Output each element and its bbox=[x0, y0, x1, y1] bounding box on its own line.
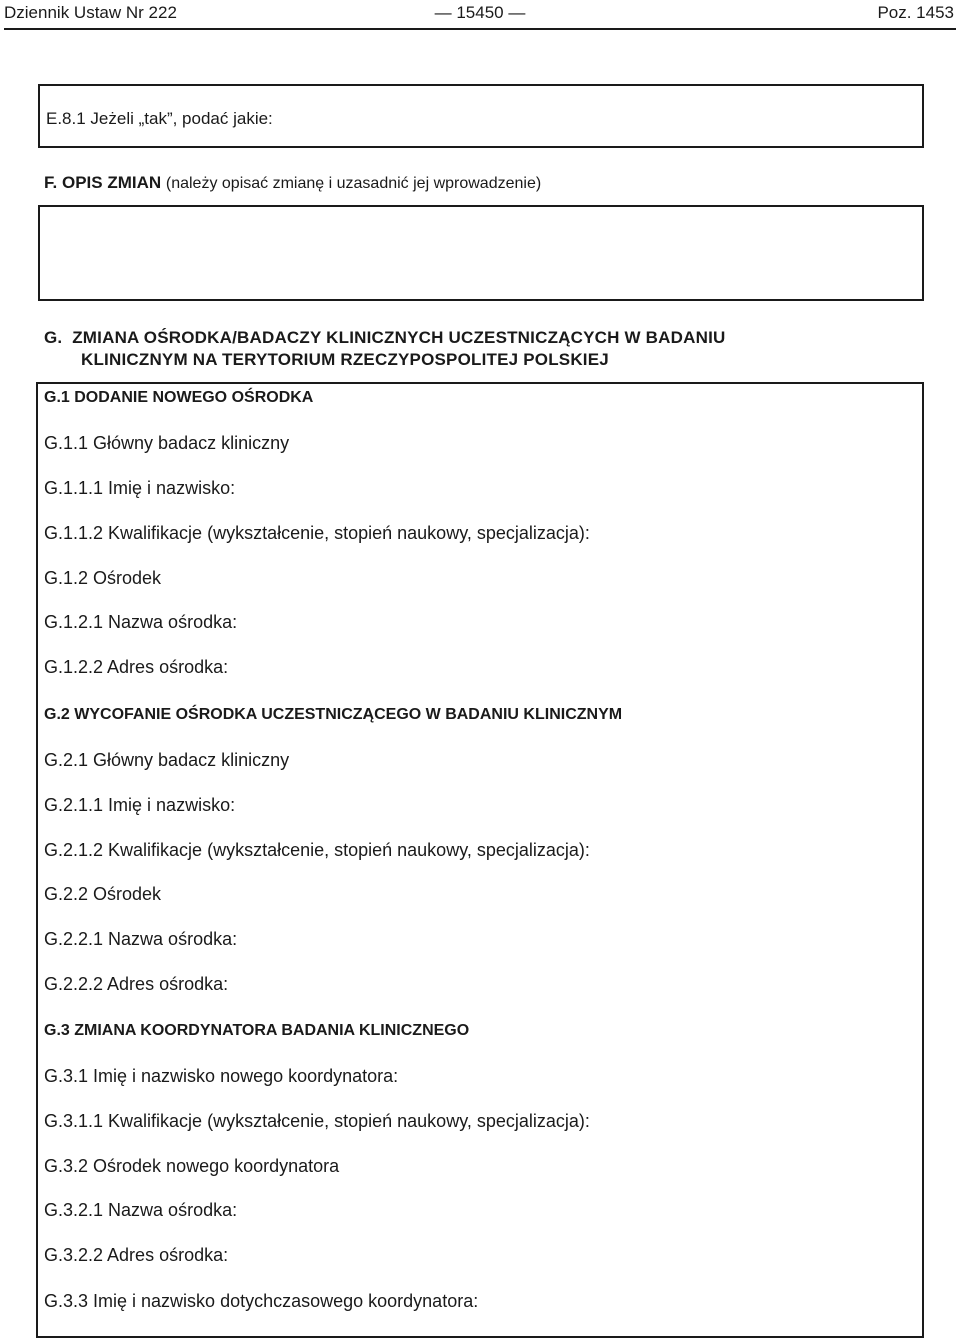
g3-item-qualifications: G.3.1.1 Kwalifikacje (wykształcenie, stopień naukowy, specjalizacja): bbox=[44, 1111, 590, 1131]
g2-item-name: G.2.1.1 Imię i nazwisko: bbox=[44, 795, 236, 815]
g3-item-previous-coordinator: G.3.3 Imię i nazwisko dotychczasowego koordynatora: bbox=[44, 1291, 479, 1311]
f-description-box[interactable] bbox=[38, 205, 924, 301]
g3-title: G.3 ZMIANA KOORDYNATORA BADANIA KLINICZNEGO bbox=[44, 1022, 470, 1039]
g2-item-qualifications: G.2.1.2 Kwalifikacje (wykształcenie, stopień naukowy, specjalizacja): bbox=[44, 840, 590, 860]
g1-item-name: G.1.1.1 Imię i nazwisko: bbox=[44, 478, 236, 498]
g1-item-site: G.1.2 Ośrodek bbox=[44, 568, 162, 588]
g1-title: G.1 DODANIE NOWEGO OŚRODKA bbox=[44, 389, 314, 406]
page-number: — 15450 — bbox=[434, 3, 526, 22]
journal-title: Dziennik Ustaw Nr 222 bbox=[4, 3, 177, 22]
f-section-heading bbox=[44, 173, 541, 193]
f-note: (należy opisać zmianę i uzasadnić jej wprowadzenie) bbox=[165, 175, 542, 192]
f-title: OPIS ZMIAN bbox=[61, 173, 162, 192]
g2-title: G.2 WYCOFANIE OŚRODKA UCZESTNICZĄCEGO W BADANIU KLINICZNYM bbox=[44, 706, 623, 723]
g-label: G. bbox=[44, 328, 63, 347]
g1-item-main-investigator: G.1.1 Główny badacz kliniczny bbox=[44, 433, 290, 453]
position-number: Poz. 1453 bbox=[877, 3, 954, 22]
g3-item-new-coordinator: G.3.1 Imię i nazwisko nowego koordynatora: bbox=[44, 1066, 399, 1086]
g-title-line1: G. ZMIANA OŚRODKA/BADACZY KLINICZNYCH UCZESTNICZĄCYCH W BADANIU bbox=[44, 328, 726, 347]
g-title-line2: KLINICZNYM NA TERYTORIUM RZECZYPOSPOLITEJ POLSKIEJ bbox=[81, 350, 609, 369]
g2-item-site-address: G.2.2.2 Adres ośrodka: bbox=[44, 974, 229, 994]
g3-item-coordinator-site: G.3.2 Ośrodek nowego koordynatora bbox=[44, 1156, 340, 1176]
page-header bbox=[4, 0, 956, 30]
e81-label: E.8.1 Jeżeli „tak”, podać jakie: bbox=[46, 109, 273, 128]
g3-item-site-address: G.3.2.2 Adres ośrodka: bbox=[44, 1245, 229, 1265]
g2-item-main-investigator: G.2.1 Główny badacz kliniczny bbox=[44, 750, 290, 770]
g2-item-site-name: G.2.2.1 Nazwa ośrodka: bbox=[44, 929, 238, 949]
g1-item-site-name: G.1.2.1 Nazwa ośrodka: bbox=[44, 612, 238, 632]
g1-item-qualifications: G.1.1.2 Kwalifikacje (wykształcenie, stopień naukowy, specjalizacja): bbox=[44, 523, 590, 543]
f-label: F. bbox=[44, 173, 58, 192]
g-section-heading bbox=[44, 327, 725, 371]
g2-item-site: G.2.2 Ośrodek bbox=[44, 884, 162, 904]
g1-item-site-address: G.1.2.2 Adres ośrodka: bbox=[44, 657, 229, 677]
g3-item-site-name: G.3.2.1 Nazwa ośrodka: bbox=[44, 1200, 238, 1220]
